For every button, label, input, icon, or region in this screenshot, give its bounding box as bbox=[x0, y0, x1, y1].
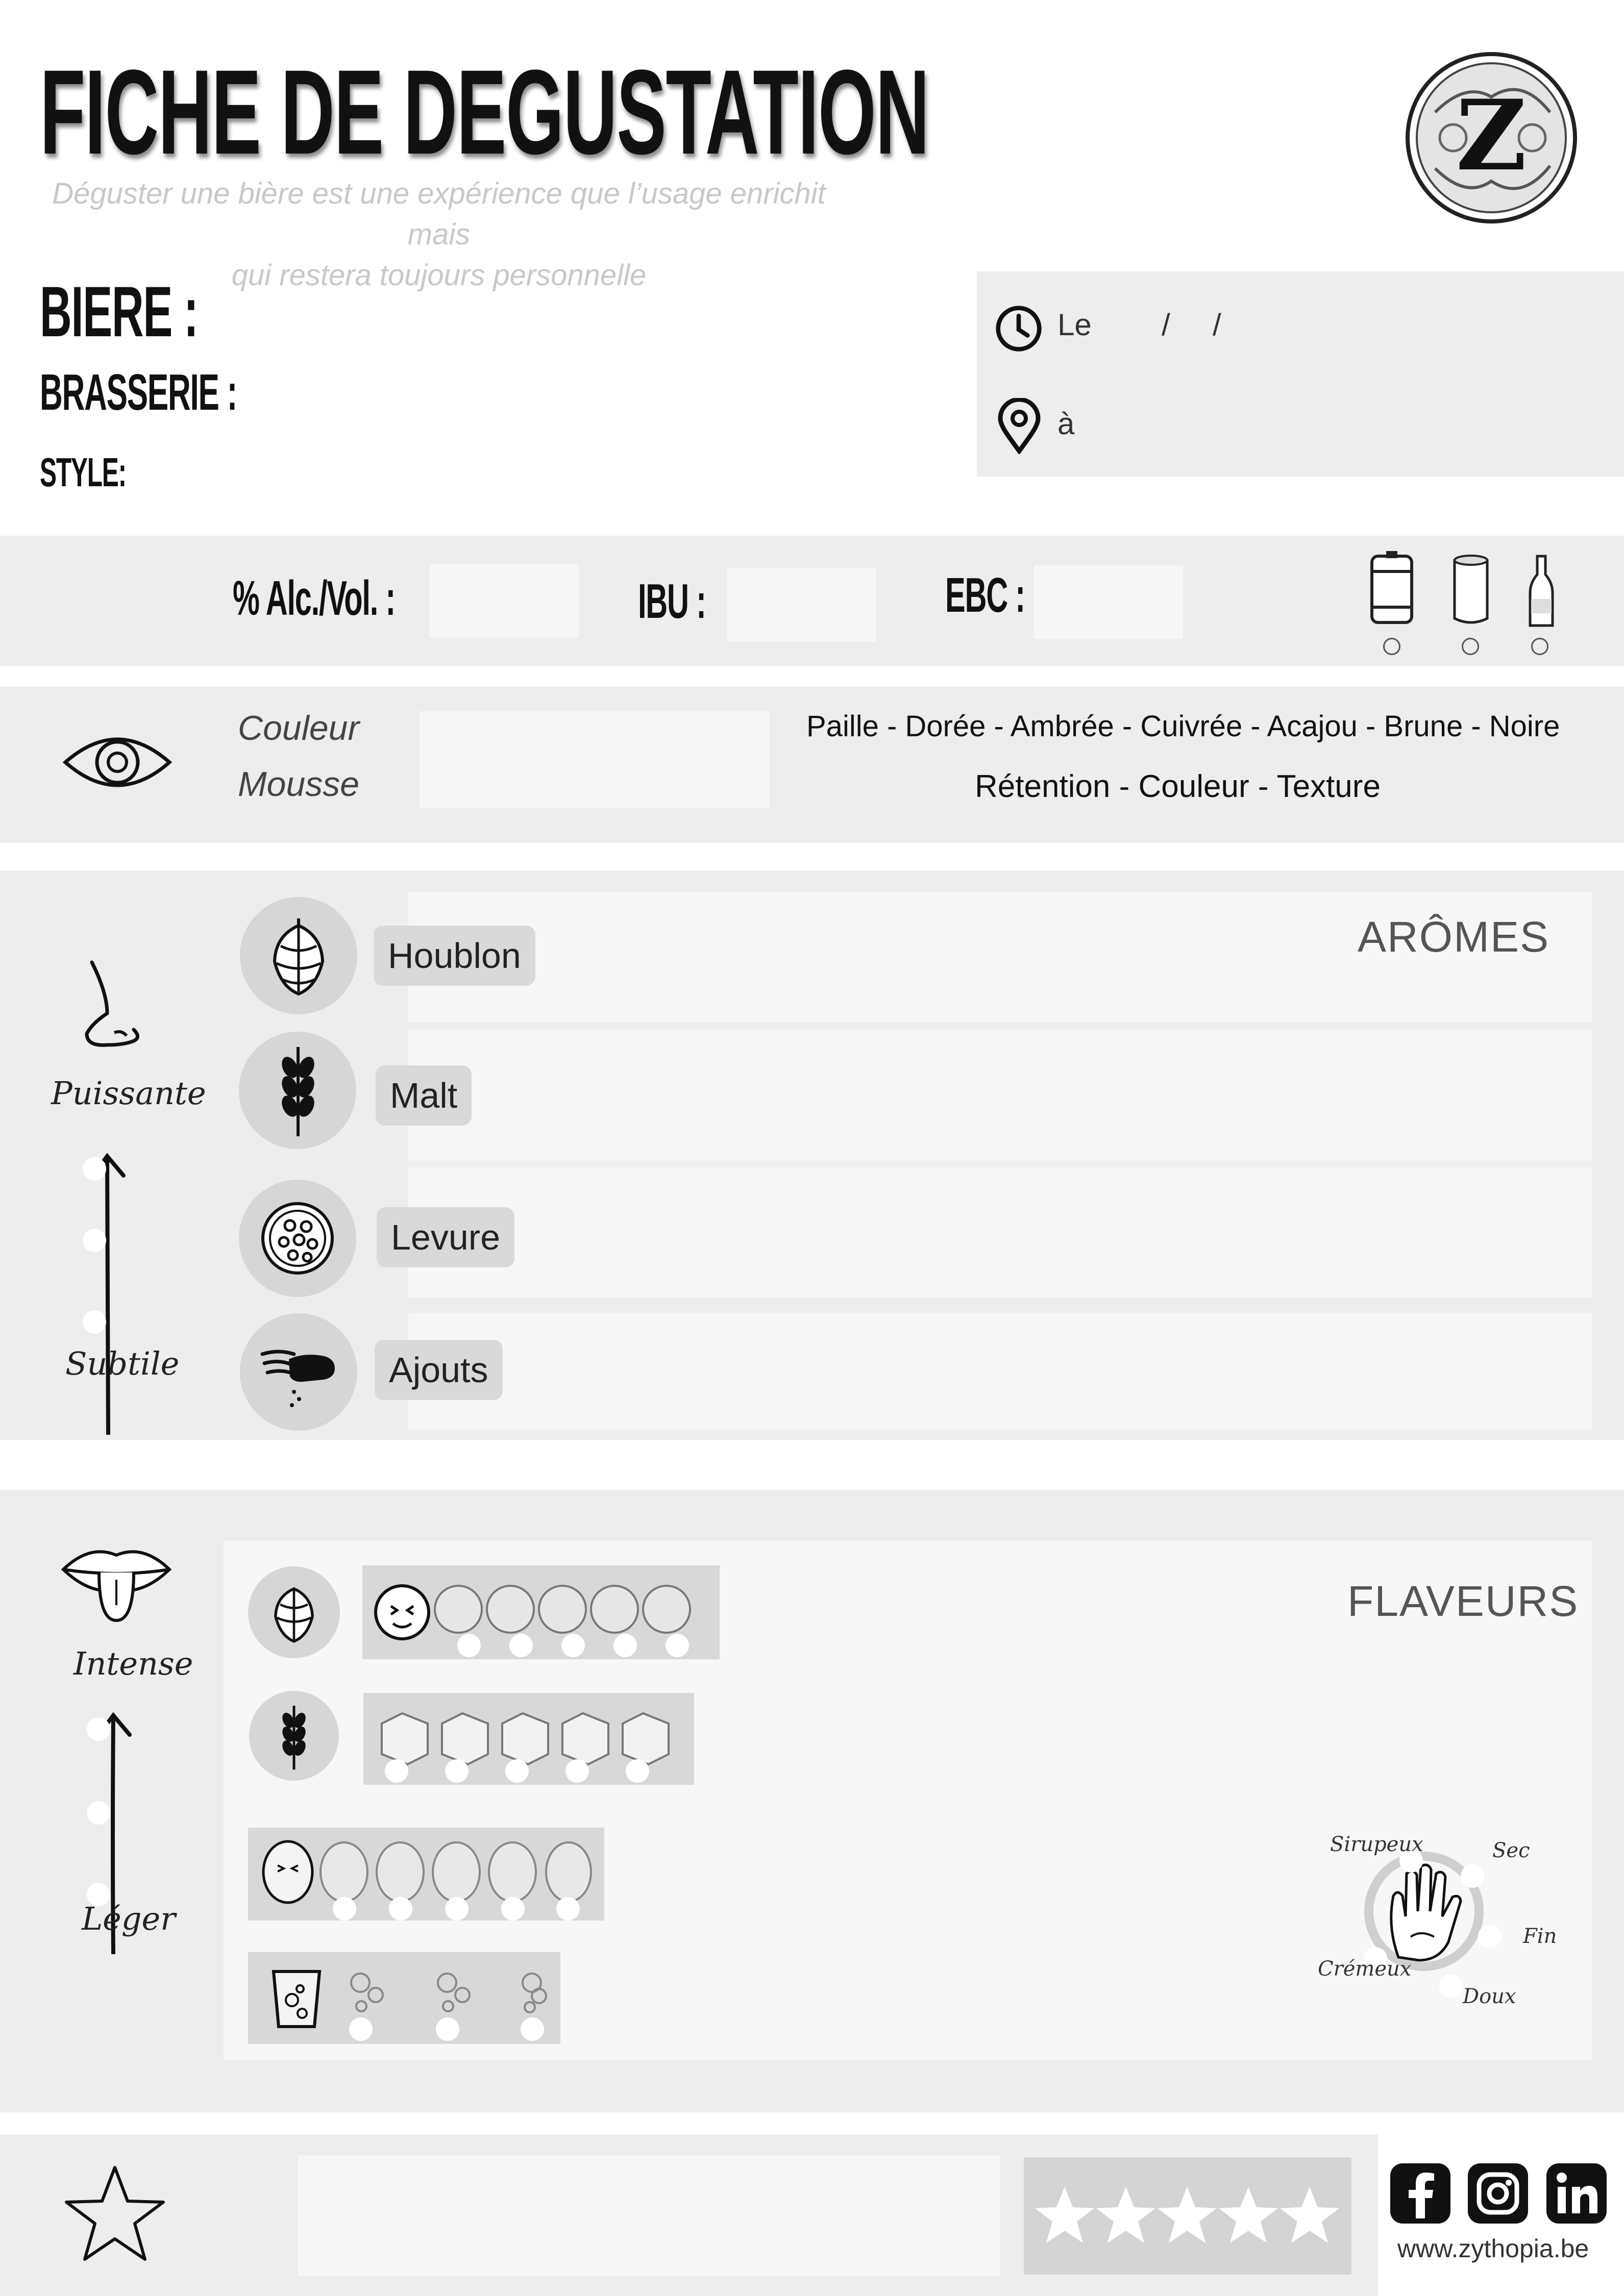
yeast-aroma-circle bbox=[239, 1180, 356, 1297]
appearance-band bbox=[0, 687, 1624, 843]
mouth-tongue-icon bbox=[59, 1539, 174, 1626]
acidity-dot-3[interactable] bbox=[445, 1897, 469, 1920]
flavour-scale-bottom: Léger bbox=[82, 1900, 176, 1937]
aroma-scale-top: Puissante bbox=[51, 1075, 206, 1112]
wheat-icon bbox=[278, 1702, 310, 1771]
aroma-scale-dot-high[interactable] bbox=[83, 1157, 106, 1181]
brewery-label: BRASSERIE : bbox=[40, 364, 237, 421]
malt-aroma-badge: Malt bbox=[376, 1065, 472, 1126]
sweetness-dot-4[interactable] bbox=[565, 1759, 589, 1783]
bitterness-scale bbox=[362, 1565, 720, 1659]
hop-icon bbox=[265, 915, 332, 997]
mouthfeel-label-dry: Sec bbox=[1492, 1839, 1530, 1862]
sweetness-dot-3[interactable] bbox=[505, 1759, 529, 1783]
yeast-aroma-badge: Levure bbox=[377, 1207, 514, 1267]
bubble-glass-icons bbox=[268, 1964, 549, 2031]
aromas-band bbox=[0, 870, 1624, 1440]
sweetness-dot-2[interactable] bbox=[445, 1759, 469, 1783]
malt-aroma-circle bbox=[239, 1032, 356, 1149]
date-slash-1: / bbox=[1162, 308, 1170, 342]
ebc-label: EBC : bbox=[945, 568, 1025, 622]
location-pin-icon bbox=[996, 398, 1042, 454]
flavours-band bbox=[0, 1490, 1624, 2112]
sprinkle-hand-icon bbox=[258, 1339, 340, 1410]
flavours-title: FLAVEURS bbox=[1347, 1577, 1579, 1625]
carbonation-dot-2[interactable] bbox=[436, 2017, 459, 2041]
website-link[interactable]: www.zythopia.be bbox=[1397, 2234, 1589, 2263]
yeast-aroma-input[interactable] bbox=[408, 1167, 1592, 1298]
carbonation-dot-1[interactable] bbox=[349, 2017, 373, 2041]
yeast-icon bbox=[259, 1200, 336, 1277]
mouthfeel-label-thin: Fin bbox=[1523, 1925, 1557, 1948]
color-options: Paille - Dorée - Ambrée - Cuivrée - Acajou - Brune - Noire bbox=[806, 710, 1560, 743]
additions-aroma-circle bbox=[240, 1313, 357, 1431]
subtitle-line-2: qui restera toujours personnelle bbox=[231, 259, 647, 292]
bottle-select-radio[interactable] bbox=[1531, 638, 1548, 655]
carbonation-scale bbox=[248, 1952, 560, 2044]
acidity-dot-5[interactable] bbox=[556, 1897, 580, 1920]
sweetness-dot-1[interactable] bbox=[385, 1759, 408, 1783]
keg-icon bbox=[1367, 551, 1417, 628]
zythopia-logo bbox=[1405, 51, 1578, 224]
foam-options: Rétention - Couleur - Texture bbox=[975, 769, 1381, 804]
bitterness-dot-5[interactable] bbox=[666, 1634, 689, 1657]
bitterness-hop-circle bbox=[248, 1566, 340, 1658]
alc-label: % Alc./Vol. : bbox=[233, 571, 395, 626]
flavour-scale-dot-high[interactable] bbox=[87, 1717, 110, 1741]
acidity-dot-2[interactable] bbox=[389, 1897, 412, 1920]
eye-icon bbox=[61, 727, 174, 798]
style-label: STYLE: bbox=[40, 450, 126, 495]
lemon-icons bbox=[257, 1839, 594, 1905]
comment-input-box[interactable] bbox=[298, 2155, 1000, 2276]
ebc-input-box[interactable] bbox=[1034, 565, 1183, 639]
date-prefix: Le bbox=[1057, 308, 1092, 342]
aroma-scale-dot-mid[interactable] bbox=[83, 1229, 106, 1252]
hop-aroma-badge: Houblon bbox=[374, 926, 535, 986]
linkedin-icon[interactable] bbox=[1546, 2163, 1607, 2224]
bitter-face-icons bbox=[372, 1583, 703, 1644]
mouthfeel-dot-thin[interactable] bbox=[1478, 1925, 1502, 1948]
sweetness-scale bbox=[363, 1693, 694, 1785]
bitterness-dot-1[interactable] bbox=[457, 1634, 481, 1657]
carbonation-dot-3[interactable] bbox=[521, 2017, 544, 2041]
mouthfeel-dot-soft[interactable] bbox=[1439, 1975, 1463, 1998]
sweetness-malt-circle bbox=[249, 1691, 339, 1781]
aroma-scale-dot-low[interactable] bbox=[83, 1310, 106, 1334]
acidity-scale bbox=[248, 1828, 604, 1920]
rating-band bbox=[0, 2135, 1378, 2296]
bitterness-dot-2[interactable] bbox=[509, 1634, 533, 1657]
flavour-scale-dot-mid[interactable] bbox=[87, 1801, 110, 1825]
nose-icon bbox=[77, 957, 148, 1054]
mouthfeel-label-syrupy: Sirupeux bbox=[1330, 1833, 1423, 1856]
sweetness-dot-5[interactable] bbox=[626, 1759, 649, 1783]
subtitle-line-1: Déguster une bière est une expérience que l’usage enrichit mais bbox=[52, 177, 826, 251]
date-slash-2: / bbox=[1213, 308, 1221, 342]
stats-band bbox=[0, 536, 1624, 666]
foam-label: Mousse bbox=[238, 765, 360, 804]
keg-select-radio[interactable] bbox=[1383, 638, 1400, 655]
bitterness-dot-3[interactable] bbox=[561, 1634, 585, 1657]
aroma-scale-bottom: Subtile bbox=[65, 1345, 180, 1382]
acidity-dot-1[interactable] bbox=[333, 1897, 356, 1920]
alc-input-box[interactable] bbox=[430, 564, 579, 638]
can-select-radio[interactable] bbox=[1462, 638, 1479, 655]
additions-aroma-input[interactable] bbox=[408, 1313, 1592, 1430]
flavour-scale-top: Intense bbox=[73, 1645, 193, 1682]
date-place-box[interactable] bbox=[977, 271, 1624, 477]
star-rating[interactable] bbox=[1024, 2157, 1351, 2275]
instagram-icon[interactable] bbox=[1468, 2163, 1528, 2224]
color-foam-input-box[interactable] bbox=[420, 711, 770, 808]
hop-icon bbox=[268, 1580, 319, 1645]
acidity-dot-4[interactable] bbox=[501, 1897, 525, 1920]
can-icon bbox=[1449, 551, 1492, 628]
clock-icon bbox=[994, 304, 1043, 353]
mouthfeel-dot-dry[interactable] bbox=[1461, 1864, 1484, 1888]
bitterness-dot-4[interactable] bbox=[613, 1634, 637, 1657]
malt-aroma-input[interactable] bbox=[408, 1030, 1592, 1160]
aromas-title: ARÔMES bbox=[1358, 913, 1550, 961]
ibu-label: IBU : bbox=[638, 574, 706, 629]
facebook-icon[interactable] bbox=[1390, 2163, 1450, 2224]
mouthfeel-label-soft: Doux bbox=[1463, 1985, 1516, 2008]
mouthfeel-label-creamy: Crémeux bbox=[1318, 1957, 1412, 1981]
aroma-intensity-arrow bbox=[82, 1149, 143, 1445]
place-prefix: à bbox=[1057, 407, 1075, 441]
wheat-icon bbox=[277, 1042, 319, 1139]
page-title: FICHE DE DEGUSTATION bbox=[40, 45, 929, 180]
ibu-input-box[interactable] bbox=[727, 568, 876, 642]
color-label: Couleur bbox=[238, 709, 360, 747]
star-outline-icon bbox=[61, 2162, 168, 2264]
beer-label: BIERE : bbox=[40, 271, 198, 352]
logo-letter: Z bbox=[1456, 79, 1527, 192]
bottle-icon bbox=[1526, 554, 1557, 631]
additions-aroma-badge: Ajouts bbox=[375, 1340, 503, 1400]
hop-aroma-circle bbox=[240, 897, 357, 1014]
rating-stars-icon[interactable] bbox=[1034, 2183, 1340, 2249]
